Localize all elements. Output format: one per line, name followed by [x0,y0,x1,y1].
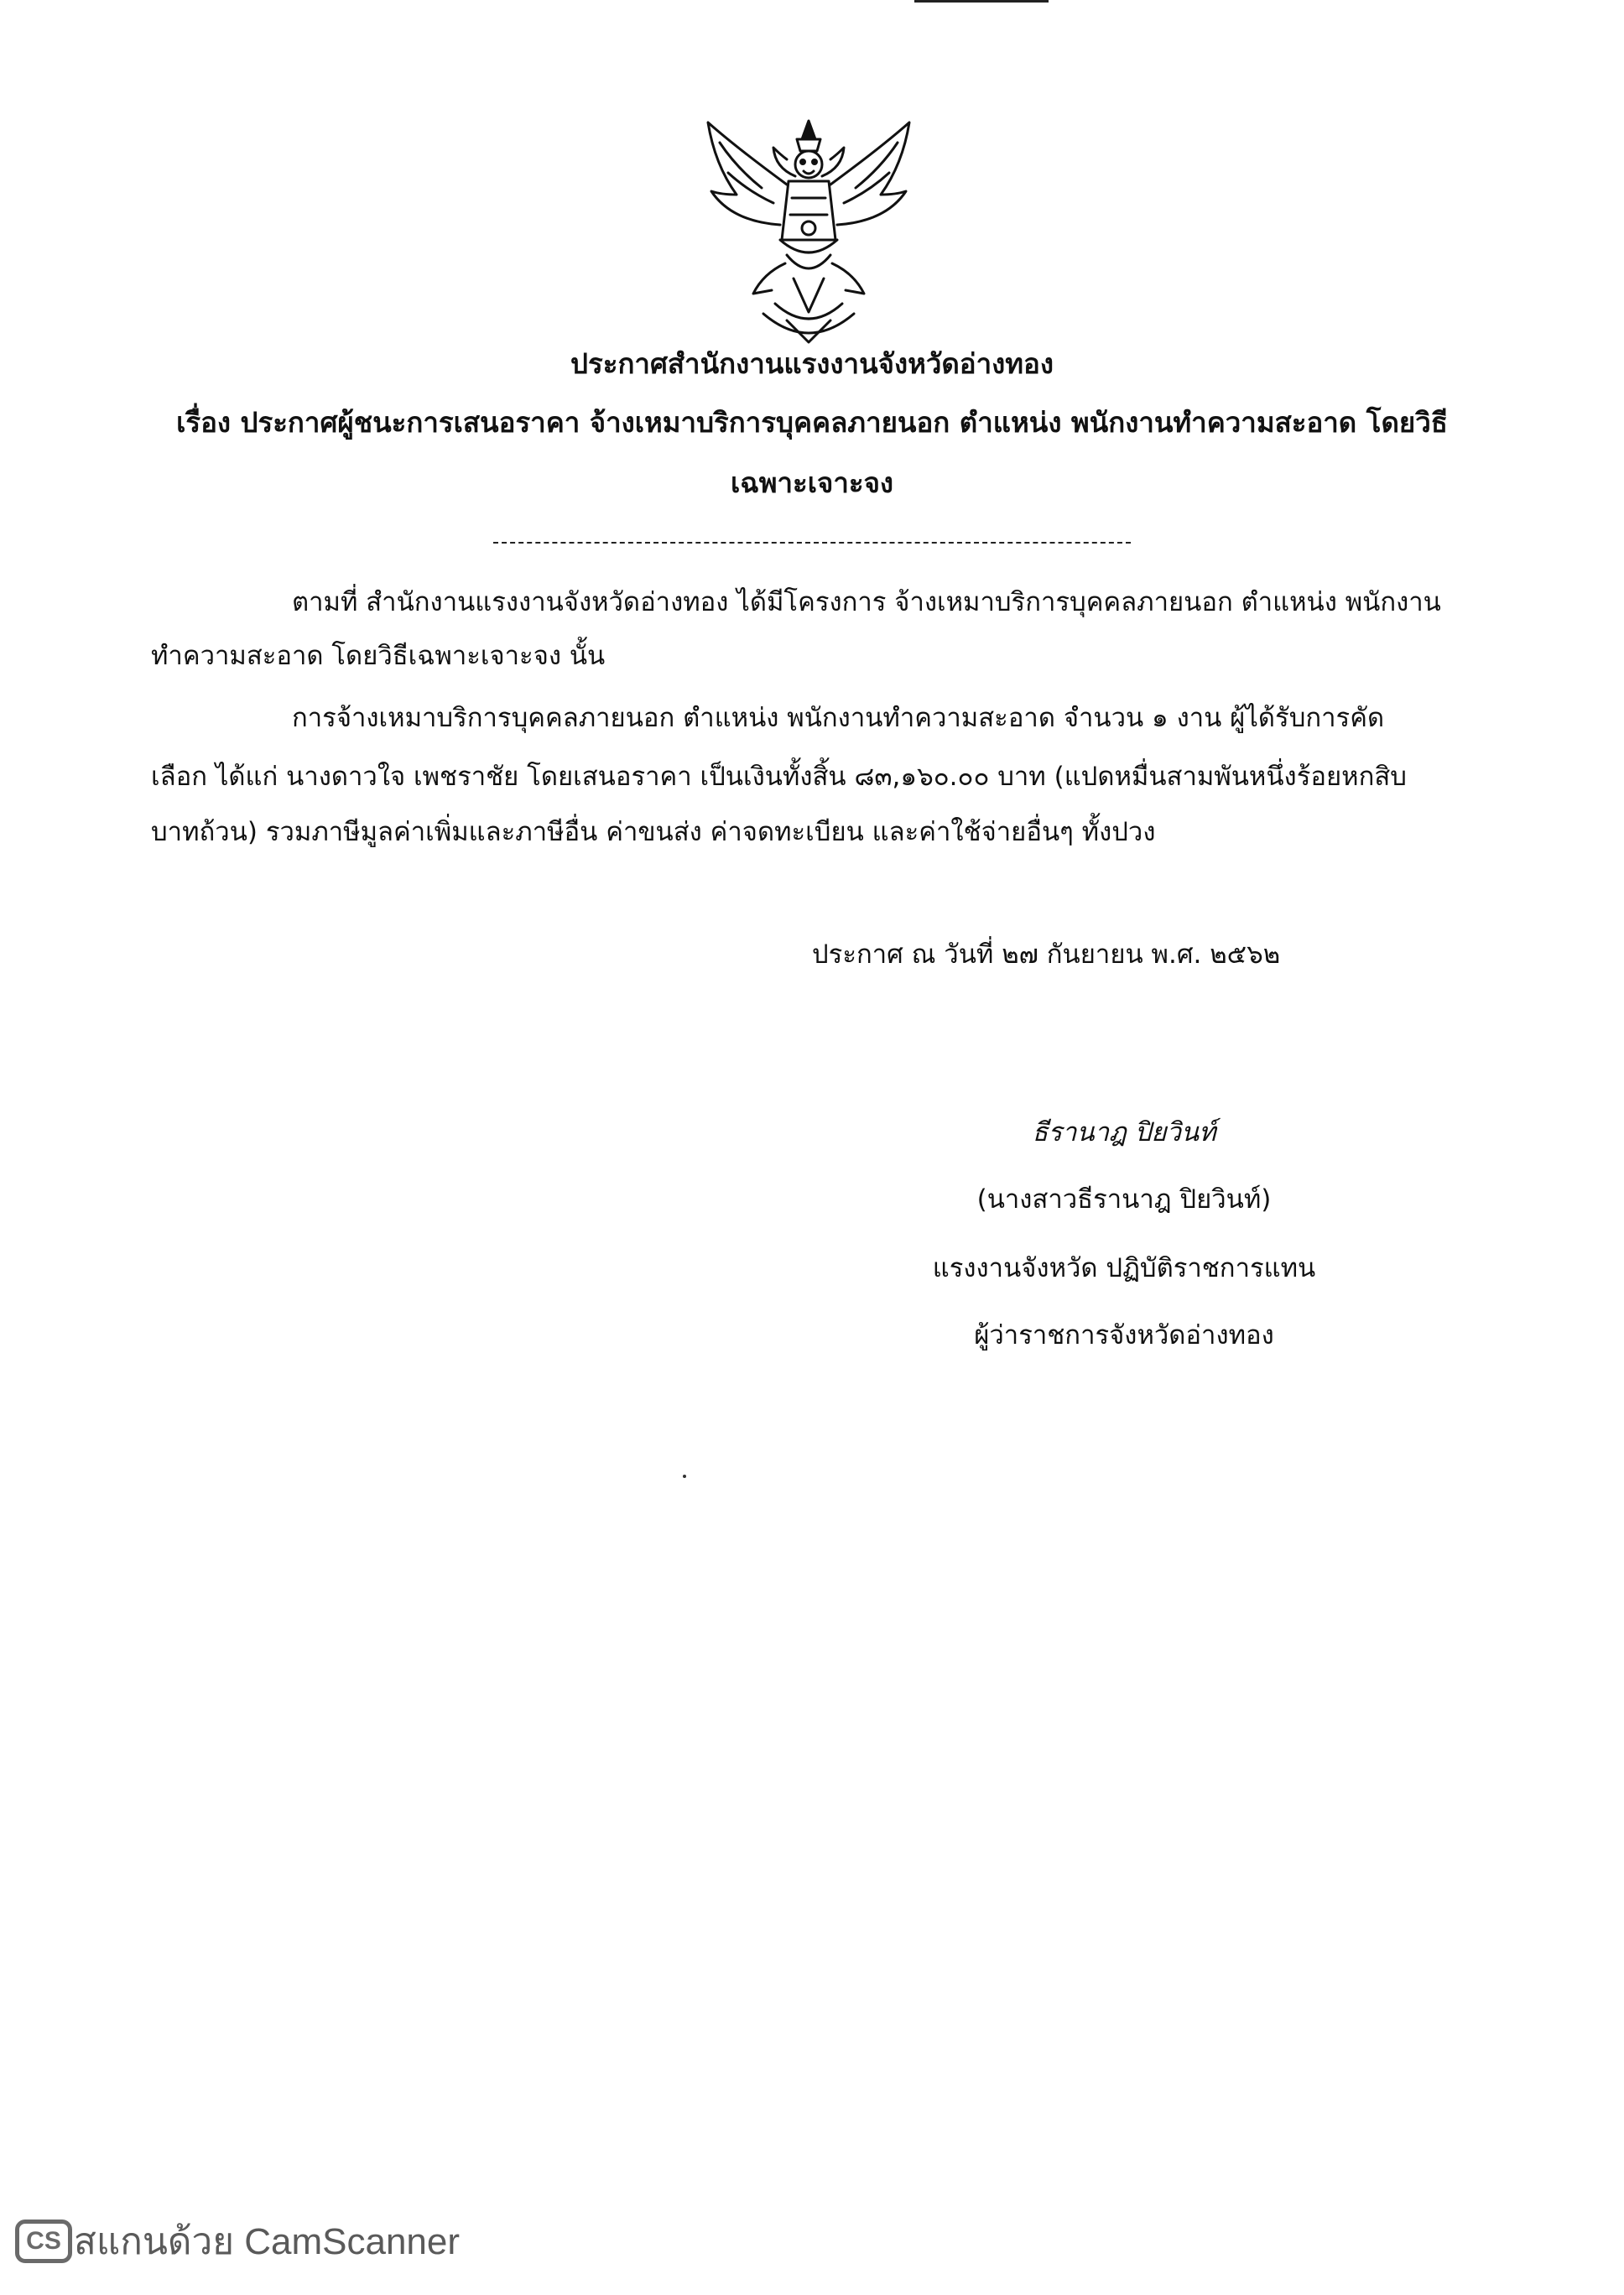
divider-line [493,542,1131,544]
paragraph-2-line-2: เลือก ได้แก่ นางดาวใจ เพชราชัย โดยเสนอราคา เป็นเงินทั้งสิ้น ๘๓,๑๖๐.๐๐ บาท (แปดหมื่นสามพันหนึ่งร้อยหกสิบ [151,762,1407,792]
watermark-text: สแกนด้วย CamScanner [74,2221,461,2262]
paragraph-1-line-2: ทำความสะอาด โดยวิธีเฉพาะเจาะจง นั้น [151,641,606,671]
camscanner-watermark [15,2220,460,2263]
camscanner-logo-icon: CS [15,2220,72,2263]
garuda-emblem-icon [703,114,914,349]
signatory-name: (นางสาวธีรานาฎ ปิยวินท์) [976,1184,1272,1215]
paragraph-1-line-1: ตามที่ สำนักงานแรงงานจังหวัดอ่างทอง ได้มีโครงการ จ้างเหมาบริการบุคคลภายนอก ตำแหน่ง พนักงาน [292,587,1441,617]
paragraph-2-line-3: บาทถ้วน) รวมภาษีมูลค่าเพิ่มและภาษีอื่น ค่าขนส่ง ค่าจดทะเบียน และค่าใช้จ่ายอื่นๆ ทั้งปวง [151,817,1156,847]
paragraph-2-line-1: การจ้างเหมาบริการบุคคลภายนอก ตำแหน่ง พนักงานทำความสะอาด จำนวน ๑ งาน ผู้ได้รับการคัด [292,703,1385,733]
handwritten-signature: ธีรานาฎ ปิยวินท์ [1032,1117,1216,1148]
announcement-date: ประกาศ ณ วันที่ ๒๗ กันยายน พ.ศ. ๒๕๖๒ [812,939,1281,970]
scan-edge-line [914,0,1049,3]
signatory-position-2: ผู้ว่าราชการจังหวัดอ่างทอง [974,1320,1274,1350]
scan-speck [683,1475,686,1478]
signatory-position: แรงงานจังหวัด ปฏิบัติราชการแทน [932,1253,1316,1283]
announcement-subject-continued: เฉพาะเจาะจง [730,466,894,499]
announcement-title: ประกาศสำนักงานแรงงานจังหวัดอ่างทอง [570,347,1054,380]
announcement-subject: เรื่อง ประกาศผู้ชนะการเสนอราคา จ้างเหมาบริการบุคคลภายนอก ตำแหน่ง พนักงานทำความสะอาด โดยวิธี [176,406,1448,439]
